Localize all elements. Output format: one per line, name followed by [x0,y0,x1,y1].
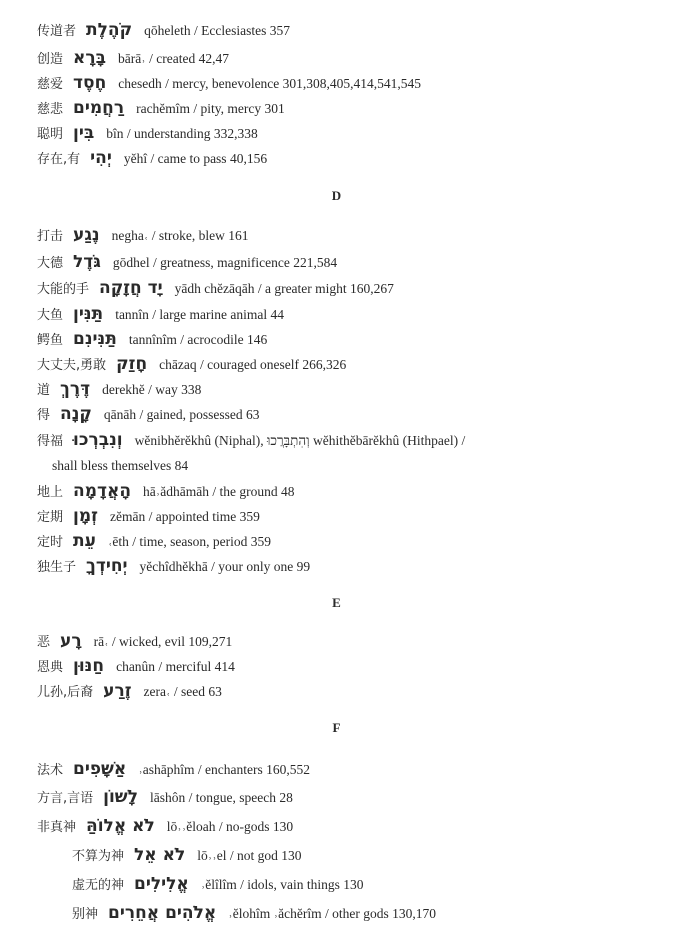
section-heading-d: D [331,188,342,203]
entry-gloss: tannînîm / acrocodile 146 [128,332,268,347]
entry-gloss: qōheleth / Ecclesiastes 357 [144,23,290,38]
hebrew-term: אַשָּׁפִים [73,759,127,779]
hebrew-term: חֶסֶד [73,73,107,93]
hebrew-term: נֶגַע [73,225,100,245]
entry-gloss: ˒ĕlîlîm / idols, vain things 130 [200,877,364,892]
hebrew-term: רַחֲמִים [73,98,125,118]
glossary-entry [37,557,310,577]
entry-gloss: negha˓ / stroke, blew 161 [111,228,249,243]
hebrew-term: וְנִבְרְכוּ [73,430,123,450]
glossary-subentry [72,875,364,895]
entry-gloss: rā˓ / wicked, evil 109,271 [93,634,233,649]
chinese-term: 定时 [37,535,64,550]
entry-gloss: derekhĕ / way 338 [102,382,202,397]
hebrew-term: גֹּדֶל [73,252,101,272]
chinese-term: 独生子 [37,560,77,575]
glossary-entry [37,305,284,325]
chinese-term: 大能的手 [37,282,90,297]
glossary-entry [37,788,293,808]
hebrew-term: רָע [60,631,82,651]
chinese-term: 聪明 [37,127,64,142]
glossary-subentry [72,904,436,924]
chinese-term: 恩典 [37,660,64,675]
glossary-entry [37,431,465,451]
entry-gloss: wĕnibhĕrĕkhû (Niphal), וְהִתְבָּרֲכוּ wĕhithĕbārĕkhû (Hithpael) / [134,433,466,448]
glossary-entry [37,355,346,375]
entry-gloss: yĕhî / came to pass 40,156 [123,151,268,166]
chinese-term: 得福 [37,434,64,449]
chinese-term: 存在,有 [37,152,81,167]
chinese-term: 恶 [37,635,51,650]
chinese-term: 别神 [72,907,99,922]
hebrew-term: עֵת [73,531,96,551]
glossary-entry [37,632,232,652]
entry-gloss: bārā˒ / created 42,47 [118,51,229,66]
glossary-subentry [72,846,302,866]
glossary-entry [37,74,421,94]
chinese-term: 非真神 [37,820,77,835]
hebrew-term: חַנּוּן [73,656,105,676]
chinese-term: 创造 [37,52,64,67]
chinese-term: 不算为神 [72,849,125,864]
chinese-term: 打击 [37,229,64,244]
hebrew-term: חָזַק [116,354,148,374]
entry-gloss: zera˓ / seed 63 [143,684,222,699]
entry-gloss: tannîn / large marine animal 44 [115,307,285,322]
glossary-entry [37,380,201,400]
glossary-entry [37,760,310,780]
entry-gloss: zĕmān / appointed time 359 [109,509,260,524]
hebrew-term: אֱלִילִים [134,874,189,894]
hebrew-term: הָאֲדָמָה [73,481,132,501]
hebrew-term: זְמָן [73,506,98,526]
hebrew-term: קָנָה [60,404,92,424]
chinese-term: 大德 [37,256,64,271]
chinese-term: 大鱼 [37,308,64,323]
entry-gloss: ˒ashāphîm / enchanters 160,552 [138,762,311,777]
entry-gloss: yādh chĕzāqāh / a greater might 160,267 [174,281,394,296]
glossary-entry [37,99,285,119]
entry-gloss: yĕchîdhĕkhā / your only one 99 [139,559,311,574]
hebrew-term: תַּנִּין [73,304,104,324]
entry-gloss: chesedh / mercy, benevolence 301,308,405,414,541,545 [118,76,422,91]
chinese-term: 慈悲 [37,102,64,117]
entry-gloss: ˒ĕlohîm ˒ăchĕrîm / other gods 130,170 [228,906,436,921]
chinese-term: 虚无的神 [72,878,125,893]
glossary-entry [37,657,235,677]
hebrew-term: אֱלֹהִים אֲחֵרִים [108,903,217,923]
glossary-entry [37,817,293,837]
section-heading-e: E [332,595,341,610]
glossary-entry [37,532,271,552]
hebrew-term: תַּנִּינִם [73,329,117,349]
hebrew-term: בִּין [73,123,95,143]
hebrew-term: דֶּרֶךְ [60,379,91,399]
entry-gloss: chanûn / merciful 414 [116,659,235,674]
chinese-term: 方言,言语 [37,791,94,806]
glossary-entry [37,226,248,246]
glossary-entry [37,149,267,169]
entry-gloss: chāzaq / couraged oneself 266,326 [159,357,347,372]
chinese-term: 鳄鱼 [37,333,64,348]
entry-gloss: lāshôn / tongue, speech 28 [150,790,293,805]
chinese-term: 慈爱 [37,77,64,92]
glossary-entry [37,253,337,273]
chinese-term: 道 [37,383,51,398]
hebrew-term: יְחִידְךָ [86,556,128,576]
chinese-term: 得 [37,408,51,423]
glossary-entry [37,405,260,425]
glossary-entry [37,21,290,41]
entry-gloss: qānāh / gained, possessed 63 [103,407,260,422]
glossary-entry [37,279,394,299]
entry-gloss: rachĕmîm / pity, mercy 301 [136,101,285,116]
glossary-entry [37,507,260,527]
hebrew-term: יָד חֲזָקָה [99,278,163,298]
chinese-term: 儿孙,后裔 [37,685,94,700]
chinese-term: 大丈夫,勇敢 [37,358,107,373]
glossary-entry [37,330,267,350]
hebrew-term: יְהִי [90,148,112,168]
glossary-entry [37,124,258,144]
glossary-entry [37,49,229,69]
hebrew-term: לָשׁוֹן [103,787,138,807]
glossary-entry [37,682,222,702]
section-heading-f: F [332,720,341,735]
hebrew-term: לֹא אֱלוֹהַּ [86,816,155,836]
chinese-term: 法术 [37,763,64,778]
entry-gloss: bîn / understanding 332,338 [106,126,258,141]
entry-gloss: lō˒˒el / not god 130 [197,848,302,863]
hebrew-term: בָּרָא [73,48,106,68]
entry-gloss: lō˒˒ĕloah / no-gods 130 [166,819,294,834]
chinese-term: 定期 [37,510,64,525]
entry-gloss: hā˒ădhāmāh / the ground 48 [143,484,295,499]
hebrew-term: זֶרַע [103,681,132,701]
chinese-term: 传道者 [37,24,77,39]
hebrew-term: קֹהֶלֶת [86,20,133,40]
glossary-entry [37,482,295,502]
entry-gloss: gōdhel / greatness, magnificence 221,584 [112,255,338,270]
chinese-term: 地上 [37,485,64,500]
entry-gloss: ˓ēth / time, season, period 359 [107,534,272,549]
entry-continuation: shall bless themselves 84 [52,458,189,473]
hebrew-term: לֹא אֵל [134,845,186,865]
